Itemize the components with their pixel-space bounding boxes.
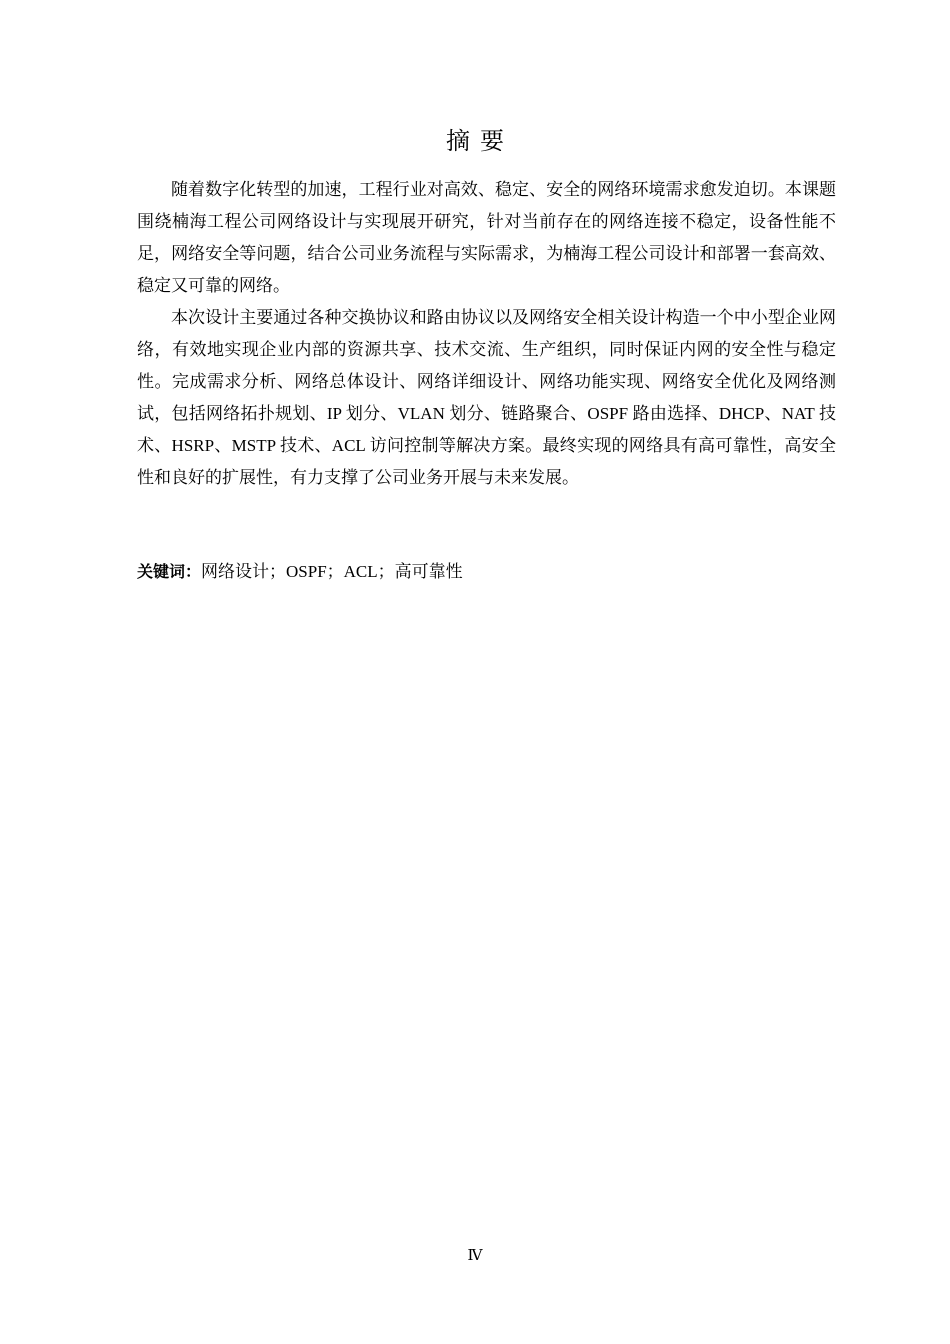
abstract-paragraph-1: 随着数字化转型的加速，工程行业对高效、稳定、安全的网络环境需求愈发迫切。本课题围绕楠海工程公司网络设计与实现展开研究，针对当前存在的网络连接不稳定，设备性能不足，网络安全等问题，结合公司业务流程与实际需求，为楠海工程公司设计和部署一套高效、稳定又可靠的网络。 [137, 180, 836, 295]
keywords-value: 网络设计；OSPF；ACL；高可靠性 [201, 562, 463, 581]
page-number: Ⅳ [467, 1248, 483, 1264]
keywords-line [137, 557, 836, 587]
abstract-paragraph-2: 本次设计主要通过各种交换协议和路由协议以及网络安全相关设计构造一个中小型企业网络，有效地实现企业内部的资源共享、技术交流、生产组织，同时保证内网的安全性与稳定性。完成需求分析、网络总体设计、网络详细设计、网络功能实现、网络安全优化及网络测试，包括网络拓扑规划、IP 划分、VLAN 划分、链路聚合、OSPF 路由选择、DHCP、NAT 技术、HSRP、MSTP 技术、ACL 访问控制等解决方案。最终实现的网络具有高可靠性，高安全性和良好的扩展性，有力支撑了公司业务开展与未来发展。 [137, 308, 836, 487]
abstract-body [137, 174, 836, 494]
abstract-title: 摘要 [446, 127, 514, 155]
keywords-label: 关键词： [137, 562, 202, 581]
